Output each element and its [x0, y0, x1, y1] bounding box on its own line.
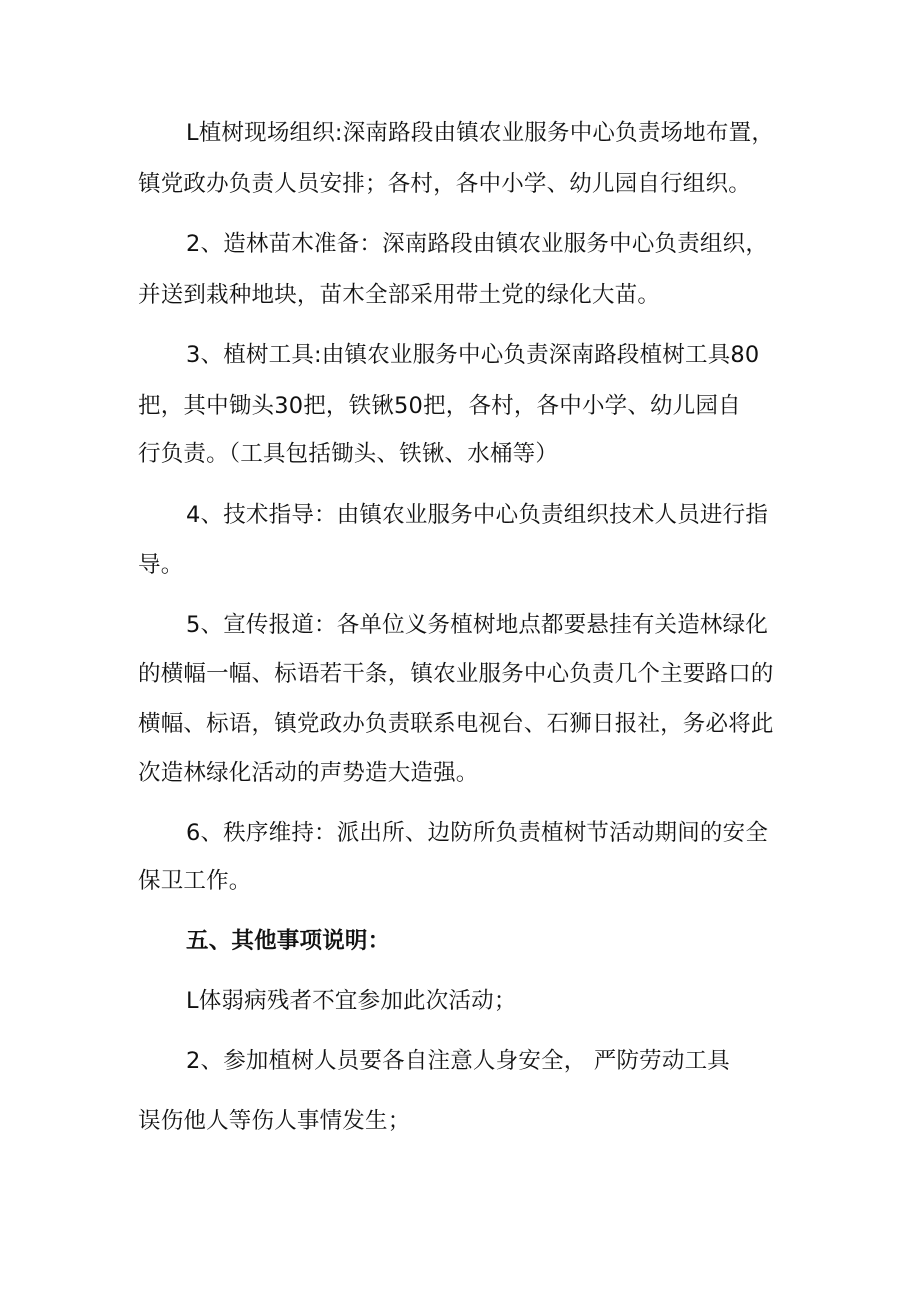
item-1-line: L体弱病残者不宜参加此次活动；: [186, 988, 517, 1014]
paragraph-5-line-3: 横幅、标语，镇党政办负责联系电视台、石狮日报社，务必将此: [138, 711, 774, 737]
paragraph-3-line-1: 3、植树工具:由镇农业服务中心负责深南路段植树工具80: [186, 342, 760, 368]
section-heading: 五、其他事项说明：: [186, 928, 391, 954]
paragraph-3-line-2: 把，其中锄头30把，铁锹50把，各村，各中小学、幼儿园自: [138, 393, 741, 419]
paragraph-2-line-1: 2、造林苗木准备：深南路段由镇农业服务中心负责组织，: [186, 231, 769, 257]
paragraph-5-line-4: 次造林绿化活动的声势造大造强。: [138, 760, 479, 786]
item-2-line-1: 2、参加植树人员要各自注意人身安全， 严防劳动工具: [186, 1048, 730, 1074]
paragraph-5-line-2: 的横幅一幅、标语若干条，镇农业服务中心负责几个主要路口的: [138, 661, 774, 687]
paragraph-1-line-2: 镇党政办负责人员安排；各村，各中小学、幼儿园自行组织。: [138, 171, 751, 197]
paragraph-6-line-1: 6、秩序维持：派出所、边防所负责植树节活动期间的安全: [186, 820, 769, 846]
paragraph-5-line-1: 5、宣传报道：各单位义务植树地点都要悬挂有关造林绿化: [186, 612, 769, 638]
paragraph-1-line-1: L植树现场组织:深南路段由镇农业服务中心负责场地布置，: [186, 120, 775, 146]
paragraph-3-line-3: 行负责。（工具包括锄头、铁锹、水桶等）: [138, 441, 559, 467]
paragraph-4-line-2: 导。: [138, 552, 184, 578]
paragraph-6-line-2: 保卫工作。: [138, 868, 252, 894]
paragraph-2-line-2: 并送到栽种地块，苗木全部采用带土党的绿化大苗。: [138, 282, 661, 308]
item-2-line-2: 误伤他人等伤人事情发生；: [138, 1108, 411, 1134]
paragraph-4-line-1: 4、技术指导：由镇农业服务中心负责组织技术人员进行指: [186, 502, 769, 528]
